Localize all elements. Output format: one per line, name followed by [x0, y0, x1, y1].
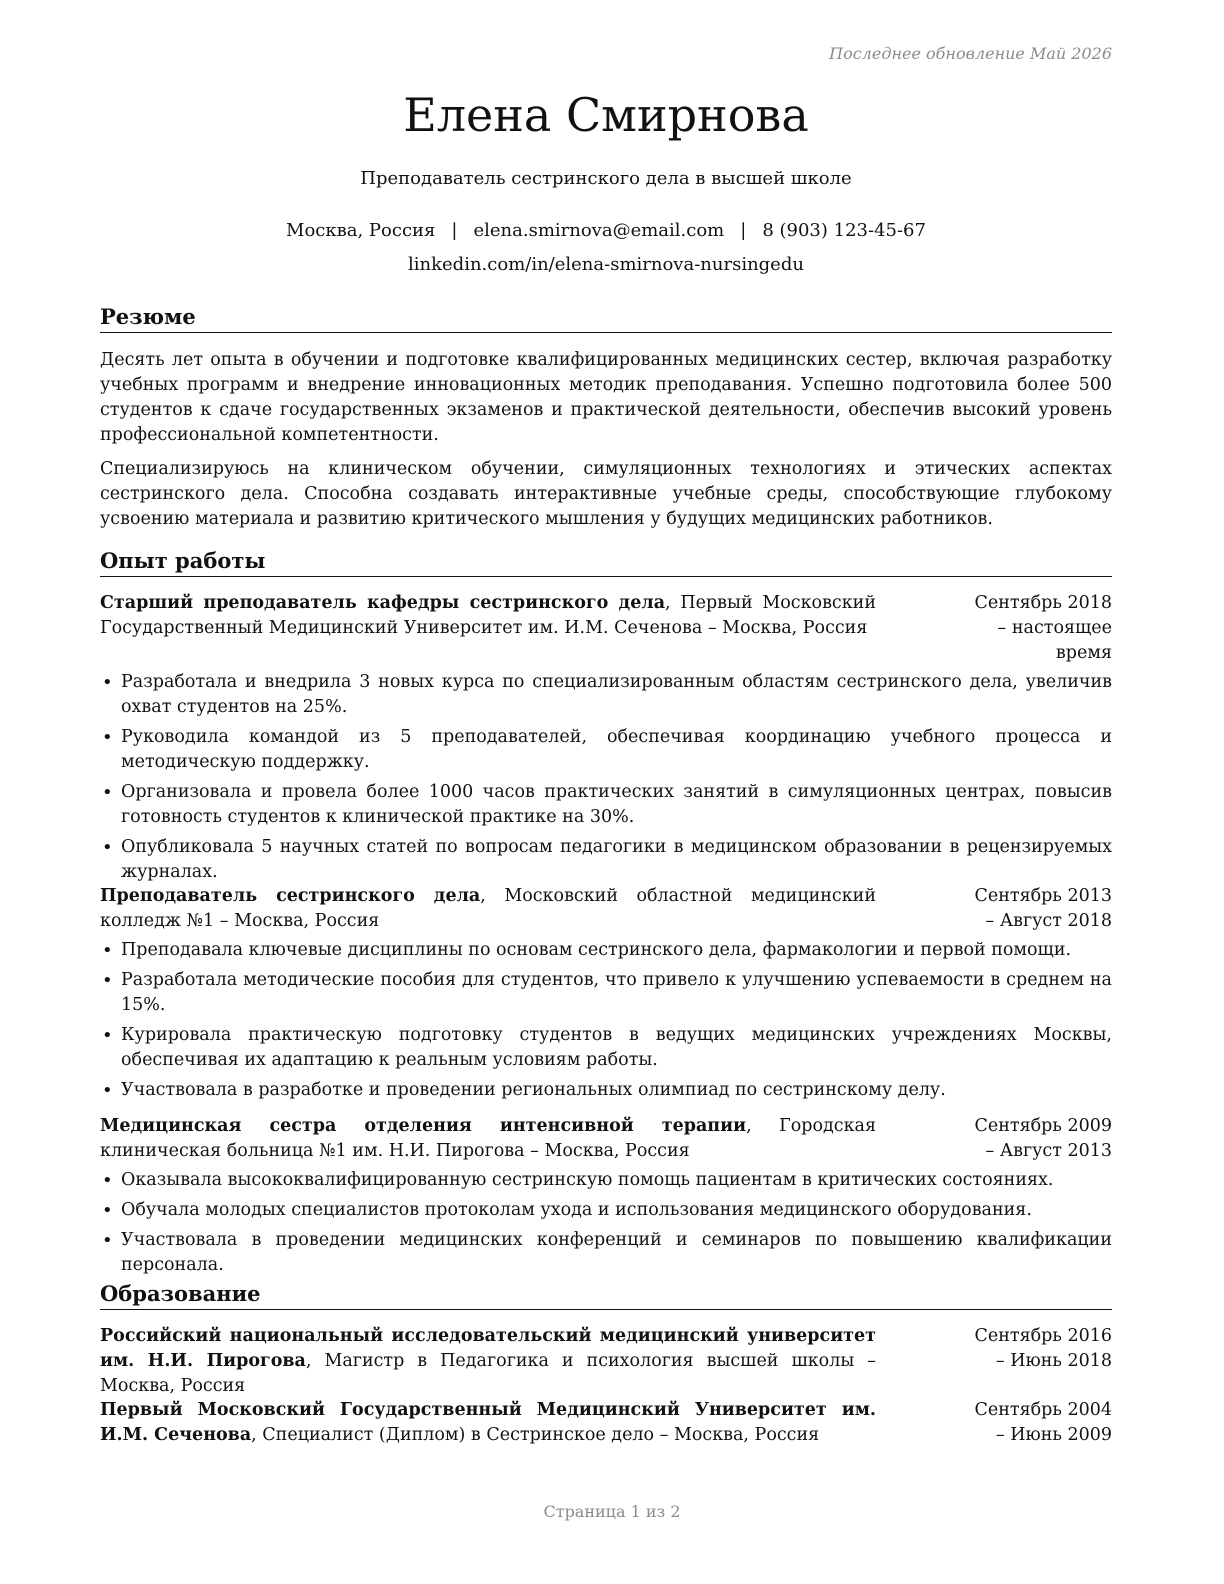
contact-separator: |	[451, 220, 458, 241]
school-name: Российский национальный исследовательский медицинский университет им. Н.И. Пирогова	[100, 1326, 876, 1371]
summary-paragraph-1: Десять лет опыта в обучении и подготовке квалифицированных медицинских сестер, включая разработку учебных программ и внедрение инновационных методик преподавания. Успешно подготовила более 500 студентов к сдаче государственных экзаменов и практической деятельности, обеспечив высокий уровень профессиональной компетентности.	[100, 350, 1112, 445]
phone: 8 (903) 123-45-67	[762, 220, 926, 241]
list-item: • Разработала и внедрила 3 новых курса по специализированным областям сестринского дела, увеличив охват студентов на 25%.	[100, 670, 1112, 720]
contact-line	[100, 220, 1112, 241]
job-achievements	[100, 1168, 1112, 1278]
education-dates: Сентябрь 2004 – Июнь 2009	[974, 1400, 1112, 1445]
job-position: Преподаватель сестринского дела	[100, 886, 481, 906]
list-item: • Организовала и провела более 1000 часов практических занятий в симуляционных центрах, повысив готовность студентов к клинической практике на 30%.	[100, 780, 1112, 830]
section-title-experience: Опыт работы	[100, 548, 1112, 577]
education-institution: Первый Московский Государственный Медицинский Университет им. И.М. Сеченова, Специалист (Диплом) в Сестринское дело – Москва, Россия	[100, 1400, 876, 1445]
list-item: • Участвовала в проведении медицинских конференций и семинаров по повышению квалификации персонала.	[100, 1228, 1112, 1278]
education-dates: Сентябрь 2016 – Июнь 2018	[974, 1326, 1112, 1371]
list-item: • Курировала практическую подготовку студентов в ведущих медицинских учреждениях Москвы, обеспечивая их адаптацию к реальным условиям работы.	[100, 1023, 1112, 1073]
education-institution: Российский национальный исследовательский медицинский университет им. Н.И. Пирогова, Магистр в Педагогика и психология высшей школы – Москва, Россия	[100, 1326, 876, 1396]
job-dates: Сентябрь 2013 – Август 2018	[974, 886, 1112, 931]
job-entry	[100, 591, 1112, 890]
job-achievements	[100, 670, 1112, 885]
job-dates: Сентябрь 2009 – Август 2013	[974, 1116, 1112, 1161]
school-name: Первый Московский Государственный Медицинский Университет им. И.М. Сеченова	[100, 1400, 876, 1445]
linkedin-link[interactable]: linkedin.com/in/elena-smirnova-nursingedu	[408, 254, 804, 275]
education-entry	[100, 1324, 1112, 1399]
job-organization: Старший преподаватель кафедры сестринского дела, Первый Московский Государственный Медицинский Университет им. И.М. Сеченова – Москва, Россия	[100, 593, 877, 638]
list-item: • Руководила командой из 5 преподавателей, обеспечивая координацию учебного процесса и методическую поддержку.	[100, 725, 1112, 775]
location: Москва, Россия	[286, 220, 436, 241]
contact-separator: |	[740, 220, 747, 241]
section-title-education: Образование	[100, 1281, 1112, 1310]
section-title-summary: Резюме	[100, 304, 1112, 333]
list-item: • Разработала методические пособия для студентов, что привело к улучшению успеваемости в среднем на 15%.	[100, 968, 1112, 1018]
list-item: • Опубликовала 5 научных статей по вопросам педагогики в медицинском образовании в рецензируемых журналах.	[100, 835, 1112, 885]
list-item: • Оказывала высококвалифицированную сестринскую помощь пациентам в критических состояниях.	[100, 1168, 1112, 1193]
list-item: • Обучала молодых специалистов протоколам ухода и использования медицинского оборудования.	[100, 1198, 1112, 1223]
email-link[interactable]: elena.smirnova@email.com	[473, 220, 725, 241]
job-entry	[100, 884, 1112, 1108]
job-achievements	[100, 938, 1112, 1103]
list-item: • Преподавала ключевые дисциплины по основам сестринского дела, фармакологии и первой помощи.	[100, 938, 1112, 963]
job-organization: Медицинская сестра отделения интенсивной терапии, Городская клиническая больница №1 им. Н.И. Пирогова – Москва, Россия	[100, 1116, 876, 1161]
job-position: Старший преподаватель кафедры сестринского дела	[100, 593, 666, 613]
job-organization: Преподаватель сестринского дела, Московский областной медицинский колледж №1 – Москва, Россия	[100, 886, 876, 931]
job-entry	[100, 1114, 1112, 1283]
job-dates: Сентябрь 2018 – настоящее время	[974, 593, 1112, 663]
last-updated: Последнее обновление Май 2026	[829, 44, 1112, 63]
page-number: Страница 1 из 2	[543, 1502, 681, 1521]
candidate-name: Елена Смирнова	[403, 88, 809, 142]
summary-paragraph-2: Специализируюсь на клиническом обучении, симуляционных технологиях и этических аспектах сестринского дела. Способна создавать интерактивные учебные среды, способствующие глубокому усвоению материала и развитию критического мышления у будущих медицинских работников.	[100, 459, 1112, 529]
job-position: Медицинская сестра отделения интенсивной терапии	[100, 1116, 747, 1136]
list-item: • Участвовала в разработке и проведении региональных олимпиад по сестринскому делу.	[100, 1078, 1112, 1103]
candidate-headline: Преподаватель сестринского дела в высшей школе	[360, 168, 852, 189]
education-entry	[100, 1398, 1112, 1448]
